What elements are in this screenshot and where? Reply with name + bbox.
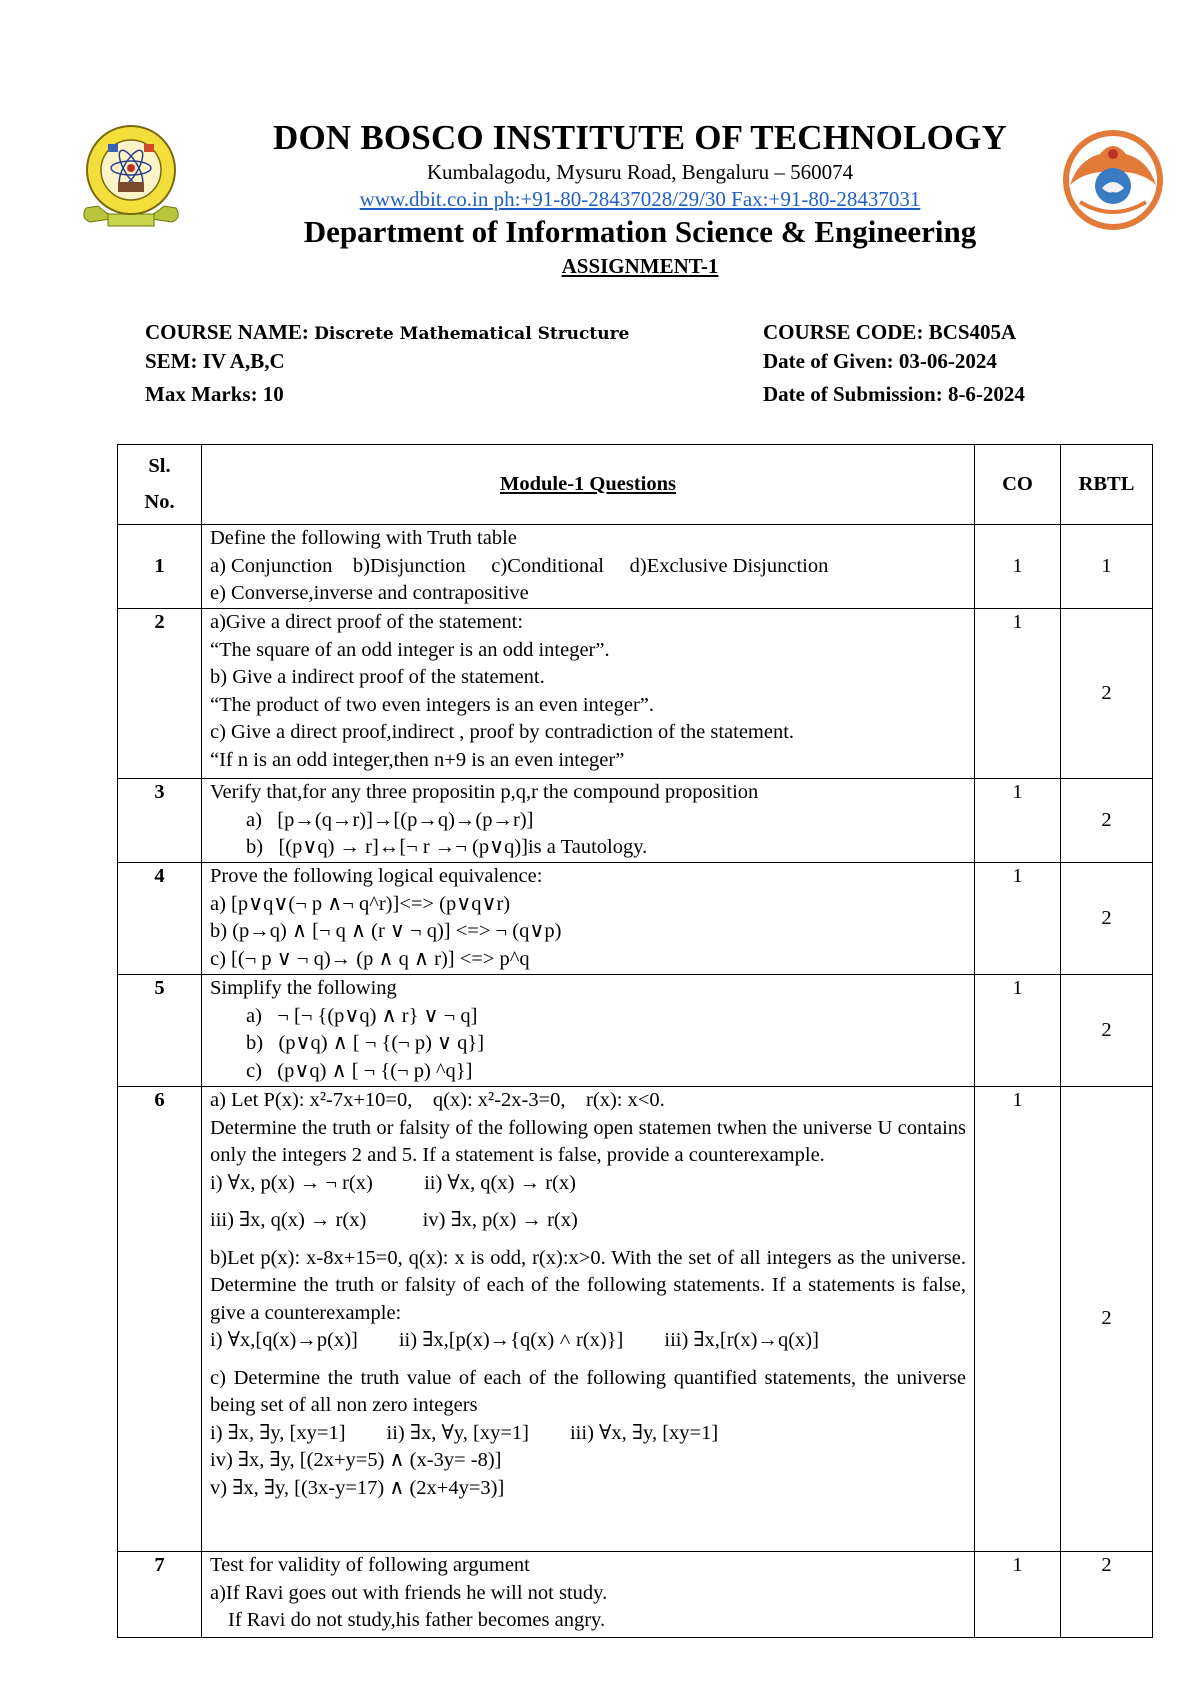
question-text: Test for validity of following argument a)If Ravi goes out with friends he will not study. If Ravi do not study,his father becomes angry.: [202, 1552, 975, 1638]
co-value: 1: [975, 525, 1061, 609]
rbtl-value: 2: [1061, 863, 1153, 975]
co-value: 1: [975, 863, 1061, 975]
question-number: 4: [118, 863, 202, 975]
table-row: [118, 1552, 1153, 1638]
question-number: 7: [118, 1552, 202, 1638]
question-number: 2: [118, 609, 202, 779]
co-value: 1: [975, 1552, 1061, 1638]
rbtl-value: 2: [1061, 779, 1153, 863]
semester: SEM: IV A,B,C: [145, 349, 285, 373]
table-row: [118, 609, 1153, 779]
question-text: Define the following with Truth table a) Conjunction b)Disjunction c)Conditional d)Exclusive Disjunction e) Converse,inverse and contrapositive: [202, 525, 975, 609]
table-header-row: [118, 445, 1153, 525]
date-given: Date of Given: 03-06-2024: [763, 349, 997, 373]
rbtl-value: 2: [1061, 1087, 1153, 1552]
rbtl-header: RBTL: [1061, 445, 1153, 525]
question-number: 6: [118, 1087, 202, 1552]
question-text: Simplify the following a) ¬ [¬ {(p∨q) ∧ r} ∨ ¬ q] b) (p∨q) ∧ [ ¬ {(¬ p) ∨ q}] c) (p∨q) ∧ [ ¬ {(¬ p) ^q}]: [202, 975, 975, 1087]
question-number: 3: [118, 779, 202, 863]
rbtl-value: 2: [1061, 975, 1153, 1087]
questions-header: Module-1 Questions: [202, 445, 975, 525]
table-row: [118, 779, 1153, 863]
co-value: 1: [975, 779, 1061, 863]
question-text: Verify that,for any three propositin p,q,r the compound proposition a) [p→(q→r)]→[(p→q)→(p→r)] b) [(p∨q) → r]↔[¬ r →¬ (p∨q)]is a Tautology.: [202, 779, 975, 863]
table-row: [118, 1087, 1153, 1552]
table-row: [118, 863, 1153, 975]
questions-table: [117, 444, 1153, 1638]
date-submission: Date of Submission: 8-6-2024: [763, 382, 1025, 406]
table-row: [118, 975, 1153, 1087]
question-number: 5: [118, 975, 202, 1087]
course-code: COURSE CODE: BCS405A: [763, 320, 1017, 344]
contact-link[interactable]: www.dbit.co.in ph:+91-80-28437028/29/30 Fax:+91-80-28437031: [359, 187, 921, 211]
question-text: a)Give a direct proof of the statement: “The square of an odd integer is an odd integer”. b) Give a indirect proof of the statement. “The product of two even integers is an even integer”. c) Give a direct proof,indirect , proof by contradiction of the statement. “If n is an odd integer,then n+9 is an even integer”: [202, 609, 975, 779]
assignment-title: ASSIGNMENT-1: [561, 254, 719, 278]
department-title: Department of Information Science & Engineering: [303, 214, 977, 249]
question-text: Prove the following logical equivalence: a) [p∨q∨(¬ p ∧¬ q^r)]<=> (p∨q∨r) b) (p→q) ∧ [¬ q ∧ (r ∨ ¬ q)] <=> ¬ (q∨p) c) [(¬ p ∨ ¬ q)→ (p ∧ q ∧ r)] <=> p^q: [202, 863, 975, 975]
co-header: CO: [975, 445, 1061, 525]
institute-address: Kumbalagodu, Mysuru Road, Bengaluru – 560074: [426, 160, 854, 184]
rbtl-value: 1: [1061, 525, 1153, 609]
co-value: 1: [975, 609, 1061, 779]
question-number: 1: [118, 525, 202, 609]
sl-no-header: Sl. No.: [118, 445, 202, 525]
co-value: 1: [975, 1087, 1061, 1552]
rbtl-value: 2: [1061, 609, 1153, 779]
max-marks: Max Marks: 10: [145, 382, 284, 406]
institute-name: DON BOSCO INSTITUTE OF TECHNOLOGY: [273, 118, 1007, 157]
course-name: COURSE NAME: Discrete Mathematical Structure: [145, 320, 630, 344]
question-text: a) Let P(x): x²-7x+10=0, q(x): x²-2x-3=0, r(x): x<0. Determine the truth or falsity of the following open statemen twhen the universe U contains only the integers 2 and 5. If a statement is false, provide a counterexample. i) ∀x, p(x) → ¬ r(x) ii) ∀x, q(x) → r(x) iii) ∃x, q(x) → r(x) iv) ∃x, p(x) → r(x) b)Let p(x): x-8x+15=0, q(x): x is odd, r(x):x>0. With the set of all integers as the universe. Determine the truth or falsity of each of the following statements. If a statements is false, give a counterexample: i) ∀x,[q(x)→p(x)] ii) ∃x,[p(x)→{q(x) ˄ r(x)}] iii) ∃x,[r(x)→q(x)] c) Determine the truth value of each of the following quantified statements, the universe being set of all non zero integers i) ∃x, ∃y, [xy=1] ii) ∃x, ∀y, [xy=1] iii) ∀x, ∃y, [xy=1] iv) ∃x, ∃y, [(2x+y=5) ∧ (x-3y= -8)] v) ∃x, ∃y, [(3x-y=17) ∧ (2x+4y=3)]: [202, 1087, 975, 1552]
co-value: 1: [975, 975, 1061, 1087]
rbtl-value: 2: [1061, 1552, 1153, 1638]
table-row: [118, 525, 1153, 609]
